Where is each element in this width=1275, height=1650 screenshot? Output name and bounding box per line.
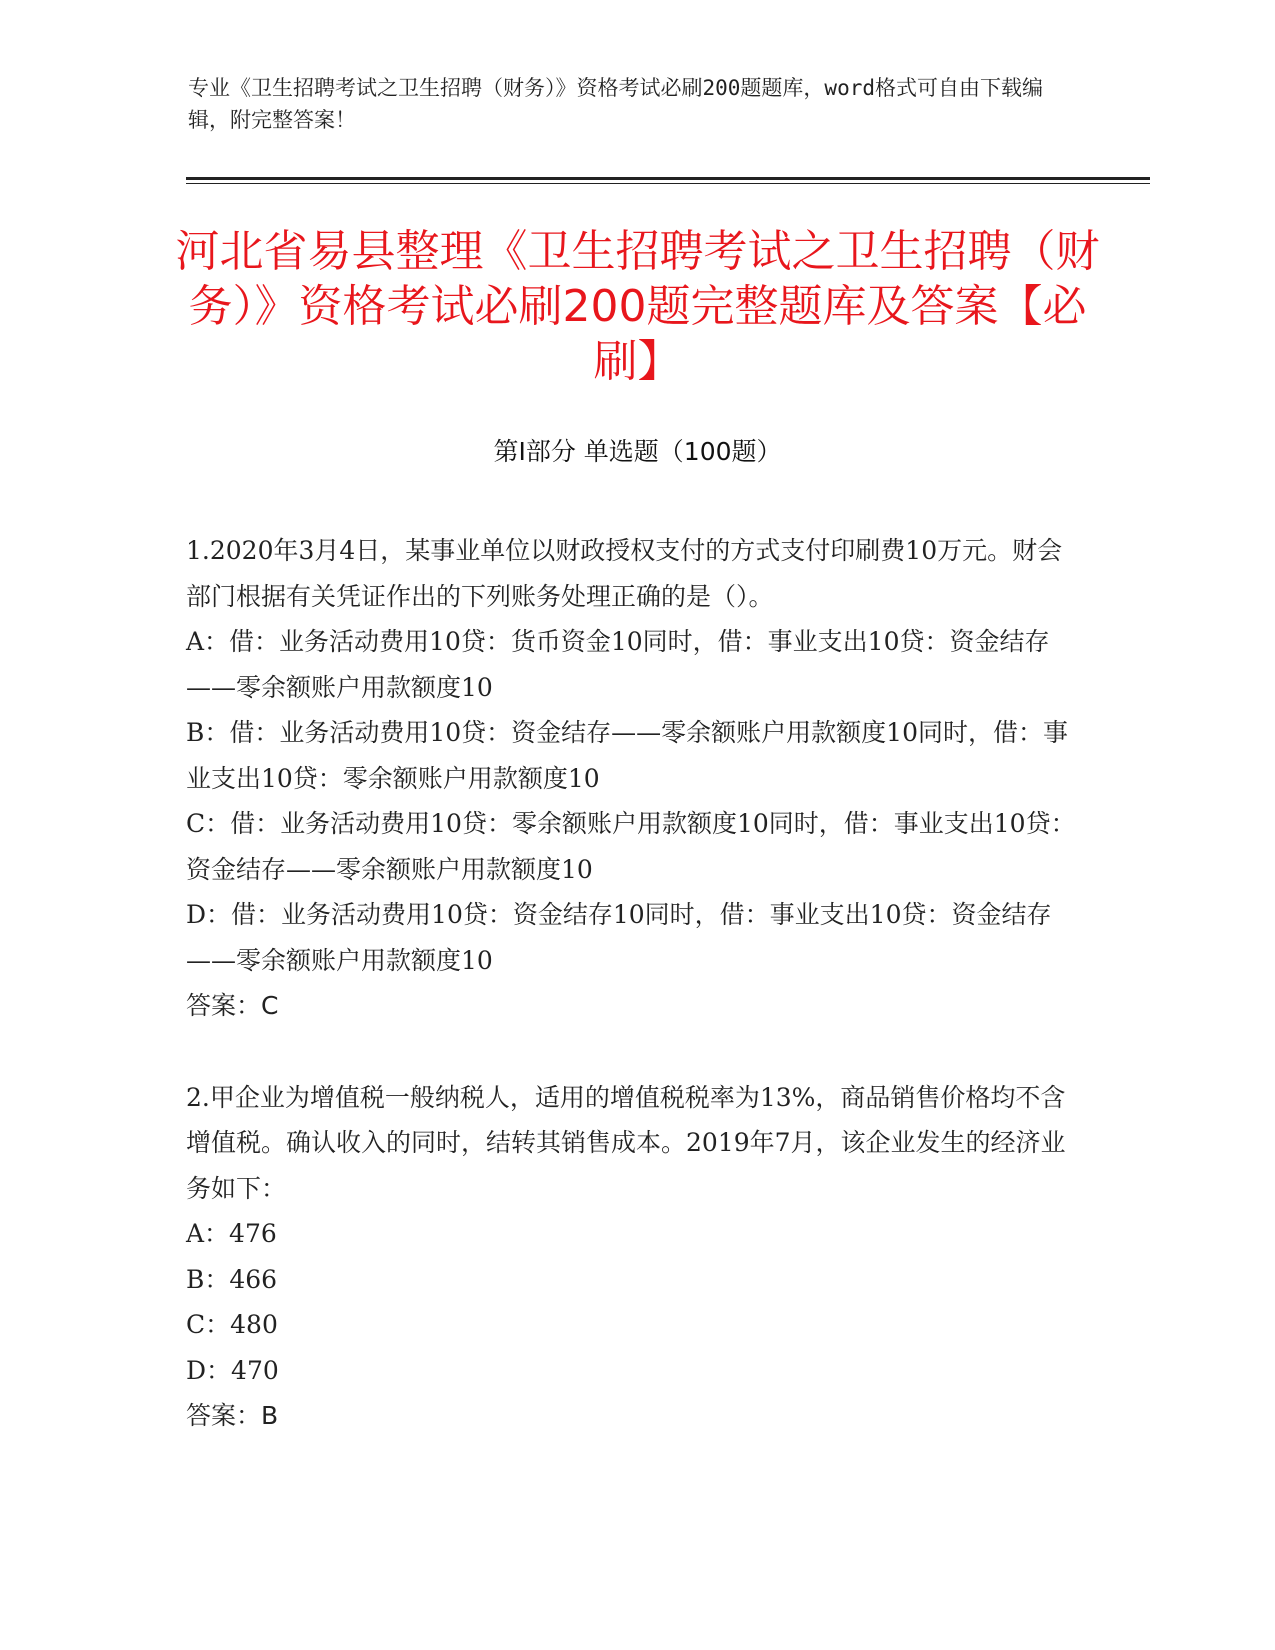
option-b: B：借：业务活动费用10贷：资金结存——零余额账户用款额度10同时，借：事业支出10贷：零余额账户用款额度10 [186,718,1068,793]
question-2 [186,1075,1081,1439]
answer: 答案：C [186,991,279,1020]
option-d: D：470 [186,1355,279,1385]
option-d: D：借：业务活动费用10贷：资金结存10同时，借：事业支出10贷：资金结存——零余额账户用款额度10 [186,900,1052,975]
option-a: A：借：业务活动费用10贷：货币资金10同时，借：事业支出10贷：资金结存——零余额账户用款额度10 [186,627,1050,702]
section-heading: 第I部分 单选题（100题） [493,437,782,466]
question-list [186,528,1081,1485]
question-stem: 2.甲企业为增值税一般纳税人，适用的增值税税率为13%，商品销售价格均不含增值税。确认收入的同时，结转其销售成本。2019年7月，该企业发生的经济业务如下： [186,1082,1066,1203]
question-stem: 1.2020年3月4日，某事业单位以财政授权支付的方式支付印刷费10万元。财会部门根据有关凭证作出的下列账务处理正确的是（）。 [186,536,1063,611]
option-c: C：借：业务活动费用10贷：零余额账户用款额度10同时，借：事业支出10贷：资金结存——零余额账户用款额度10 [186,809,1076,884]
option-c: C：480 [186,1310,278,1339]
header-rule-thin [186,183,1150,184]
header-note: 专业《卫生招聘考试之卫生招聘（财务）》资格考试必刷200题题库，word格式可自由下载编辑，附完整答案！ [188,76,1043,132]
question-1 [186,528,1081,1029]
option-a: A：476 [186,1219,277,1248]
header-rule-thick [186,177,1150,180]
answer: 答案：B [186,1401,279,1430]
option-b: B：466 [186,1264,278,1294]
document-title: 河北省易县整理《卫生招聘考试之卫生招聘（财务）》资格考试必刷200题完整题库及答案【必刷】 [175,226,1100,387]
